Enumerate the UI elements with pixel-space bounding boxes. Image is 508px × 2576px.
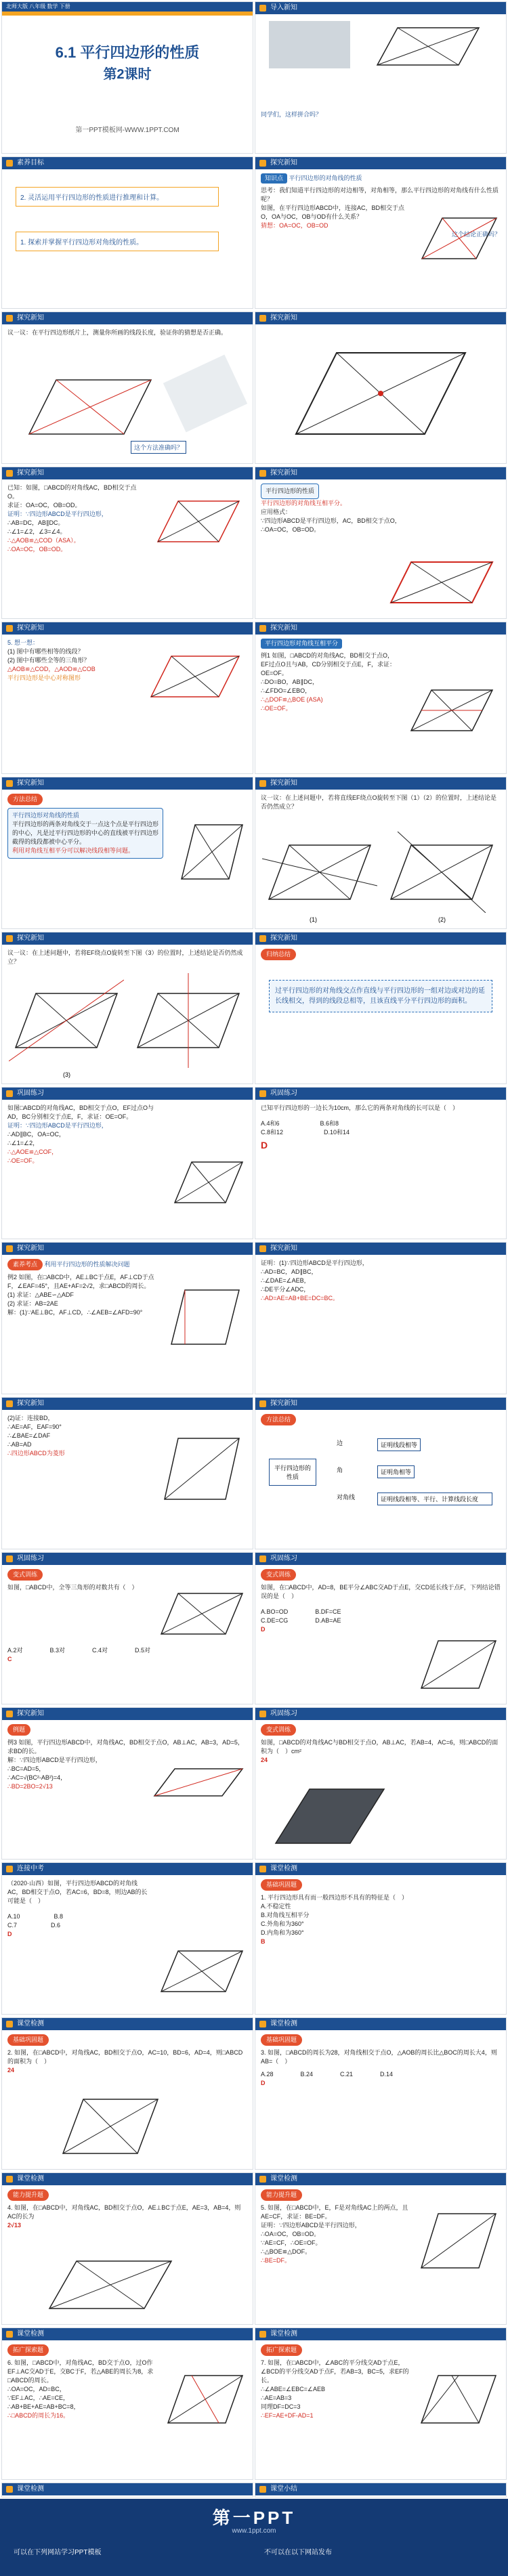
slide-variant-1: 巩固练习 变式训练 如图，□ABCD中，全等三角形的对数共有（ ） A.2对 B.3对 C.4对 D.5对 C bbox=[1, 1552, 253, 1704]
variant-3-figure bbox=[269, 1782, 391, 1850]
property-figure bbox=[384, 555, 499, 609]
example-figure bbox=[404, 683, 499, 737]
photo-image bbox=[269, 21, 350, 68]
slide-header: 课堂检测 bbox=[255, 1863, 506, 1875]
slide-test-4: 课堂检测 能力提升题 4. 如图，在□ABCD中，对角线AC，BD相交于点O，AE⊥BC于点E，AE=3，AB=4，则AC的长为 2√13 bbox=[1, 2172, 253, 2325]
slide-explore-1: 探究新知 知识点 平行四边形的对角线的性质 思考：我们知道平行四边形的对边相等，对角相等，那么平行四边形的对角线有什么性质呢？ 如图，在平行四边形ABCD中，连接AC，BD相交于点O，OA与OC，OB与OD有什么关系？ 猜想：OA=OC，OB=OD 这个结论正确吗？ bbox=[255, 156, 507, 309]
slide-header: 课堂小结 bbox=[255, 2483, 506, 2495]
goal-2: 2. 灵活运用平行四边形的性质进行推理和计算。 bbox=[16, 187, 219, 207]
example-2-figure bbox=[165, 1276, 246, 1358]
slide-example-2-part2: 探究新知 (2)证：连接BD， ∴AE=AF，EAF=90° ∴∠BAE=∠DAF ∴AB=AD ∴四边形ABCD为菱形 bbox=[1, 1397, 253, 1549]
slide-method-summary: 探究新知 方法总结 平行四边形的性质 边 角 对角线 证明线段相等 证明角相等 证明线段相等、平行、计算线段长度 bbox=[255, 1397, 507, 1549]
slide-test-6: 课堂检测 拓广探索题 6. 如图，□ABCD中，对角线AC，BD交于点O，过O作EF⊥AC交AD于E，交BC于F，若△ABE的周长为8，求□ABCD的周长。 ∴OA=OC，AD=BC， ∵EF⊥AC，∴AE=CE， ∴AB+BE+AE=AB+BC=8， ∴□ABCD的周长为16。 bbox=[1, 2327, 253, 2480]
exam-figure bbox=[158, 1944, 246, 1998]
slide-header: 探究新知 bbox=[2, 1398, 253, 1410]
accent-stripe bbox=[2, 12, 253, 16]
slide-header: 探究新知 bbox=[2, 467, 253, 479]
brand-url[interactable]: www.1ppt.com bbox=[232, 2527, 276, 2535]
slide-header: 课堂检测 bbox=[2, 2328, 253, 2340]
slide-practice-1: 巩固练习 如图□ABCD的对角线AC，BD相交于点O，EF过点O与AD，BC分别相交于点E，F，求证：OE=OF。 证明：∵四边形ABCD是平行四边形， ∴AD∥BC，OA=OC， ∴∠1=∠2， ∴△AOE≌△COF， ∴OE=OF。 bbox=[1, 1087, 253, 1239]
example-3-figure bbox=[151, 1762, 246, 1803]
slide-header: 探究新知 bbox=[255, 622, 506, 635]
slide-header: 探究新知 bbox=[255, 777, 506, 790]
parallelogram-diagram bbox=[415, 211, 501, 265]
slide-header: 探究新知 bbox=[255, 467, 506, 479]
slide-discuss-2: 探究新知 议一议：在上述问题中，若将EF绕点O旋转至下图（3）的位置时，上述结论是否仍然成立？ (3) bbox=[1, 932, 253, 1084]
slide-header: 课堂检测 bbox=[2, 2018, 253, 2030]
footer-left-title: 可以在下列网站学习PPT模板 bbox=[14, 2549, 102, 2556]
slide-header: 巩固练习 bbox=[255, 1088, 506, 1100]
discuss-figure-1 bbox=[262, 832, 377, 913]
variant-2-figure bbox=[418, 1634, 499, 1695]
answer: 24 bbox=[261, 1757, 268, 1763]
slide-header: 导入新知 bbox=[255, 2, 506, 14]
test-4-figure bbox=[43, 2254, 178, 2315]
lesson-subtitle: 第2课时 bbox=[103, 67, 152, 82]
slide-think: 探究新知 5. 想一想： (1) 图中有哪些相等的线段？ (2) 图中有哪些全等的三角形？ △AOB≌△COD，△AOD≌△COB 平行四边形是中心对称图形 bbox=[1, 622, 253, 774]
slide-example-2-proof: 探究新知 证明：(1)∵四边形ABCD是平行四边形， ∴AD=BC，AD∥BC， ∴∠DAE=∠AEB， ∴DE平分∠ADC， ∴AD=AE=AB+BE=DC=BC。 bbox=[255, 1242, 507, 1394]
answer: 2√13 bbox=[7, 2222, 21, 2229]
answer: D bbox=[261, 1626, 266, 1633]
slide-header: 课堂检测 bbox=[255, 2018, 506, 2030]
slide-test-5: 课堂检测 能力提升题 5. 如图，在□ABCD中，E，F是对角线AC上的两点，且AE=CF，求证：BE=DF。 证明：∵四边形ABCD是平行四边形， ∴OA=OC，OB=OD。 ∵AE=CF，∴OE=OF。 ∴△BOE≌△DOF。 ∴BE=DF。 bbox=[255, 2172, 507, 2325]
slide-discuss-1: 探究新知 议一议：在上述问题中，若将直线EF绕点O旋转至下图（1）（2）的位置时，上述结论是否仍然成立？ (1) (2) bbox=[255, 777, 507, 929]
goal-1: 1. 探索并掌握平行四边形对角线的性质。 bbox=[16, 232, 219, 251]
answer: D bbox=[7, 1931, 12, 1937]
slide-header: 巩固练习 bbox=[2, 1553, 253, 1565]
slide-title bbox=[1, 1, 253, 154]
slide-intro bbox=[255, 1, 507, 154]
variant-1-figure bbox=[158, 1587, 246, 1641]
footer-right-title: 不可以在以下网站发布 bbox=[264, 2549, 332, 2556]
slide-test-8 bbox=[1, 2483, 253, 2497]
parallelogram-figure bbox=[357, 21, 492, 75]
slide-conclusion: 探究新知 归纳总结 过平行四边形的对角线交点作直线与平行四边形的一组对边或对边的延长线相交，得到的线段总相等，且该直线平分平行四边形的面积。 bbox=[255, 932, 507, 1084]
parallelogram-measure-figure bbox=[22, 366, 158, 441]
slide-test-3: 课堂检测 基础巩固题 3. 如图，□ABCD的周长为28，对角线相交于点O，△AOB的周长比△BOC的周长大4，则AB=（ ） A.28 B.24 C.21 D.14 D bbox=[255, 2017, 507, 2170]
slide-example-2: 探究新知 素养考点 利用平行四边形的性质解决问题 例2 如图，在□ABCD中，AE⊥BC于点E，AF⊥CD于点F，∠EAF=45°，且AE+AF=2√2，求□ABCD的周长。 (1) 求证：△ABE∽△ADF (2) 求证：AB=2AE 解：(1)∵AE⊥BC，AF⊥CD，∴∠AEB=∠AFD=90° bbox=[1, 1242, 253, 1394]
slide-header: 探究新知 bbox=[2, 1708, 253, 1720]
knowledge-tag: 知识点 bbox=[261, 173, 287, 184]
slide-proof: 探究新知 已知：如图，□ABCD的对角线AC，BD相交于点O。 求证：OA=OC，OB=OD。 证明：∵四边形ABCD是平行四边形， ∴AB=DC，AB∥DC。 ∴∠1=∠2，∠3=∠4。 ∴△AOB≌△COD（ASA）。 ∴OA=OC，OB=OD。 bbox=[1, 467, 253, 619]
test-2-figure bbox=[56, 2092, 165, 2160]
intro-question: 同学们，这样拼合吗？ bbox=[261, 111, 322, 118]
speech-bubble: 这个方法准确吗？ bbox=[131, 441, 186, 454]
slide-header: 巩固练习 bbox=[255, 1708, 506, 1720]
slide-header: 探究新知 bbox=[255, 1398, 506, 1410]
slide-header: 连接中考 bbox=[2, 1863, 253, 1875]
brand-logo: 第一PPT bbox=[212, 2508, 296, 2528]
discuss-figure-2 bbox=[384, 832, 499, 913]
answer: C bbox=[7, 1656, 12, 1662]
conclusion-box: 过平行四边形的对角线交点作直线与平行四边形的一组对边或对边的延长线相交，得到的线段总相等，且该直线平分平行四边形的面积。 bbox=[269, 980, 492, 1012]
slide-header: 探究新知 bbox=[255, 312, 506, 324]
slide-summary-1: 探究新知 方法总结 平行四边形对角线的性质 平行四边形的两条对角线交于一点这个点是平行四边形的中心，凡是过平行四边形的中心的直线被平行四边形截得的线段都被中心平分。 利用对角线互相平分可以解决线段相等问题。 bbox=[1, 777, 253, 929]
slide-variant-3: 巩固练习 变式训练 如图，□ABCD的对角线AC与BD相交于点O，AB⊥AC，若AB=4，AC=6，则□ABCD的面积为（ ）cm² 24 bbox=[255, 1707, 507, 1860]
slide-exam: 连接中考 （2020·山西）如图，平行四边形ABCD的对角线AC，BD相交于点O，若AC=6，BD=8，则边AB的长可能是（ ） A.10 B.8 C.7 D.6 D bbox=[1, 1862, 253, 2015]
test-5-figure bbox=[418, 2207, 499, 2275]
slide-header: 课堂检测 bbox=[255, 2328, 506, 2340]
slide-summary bbox=[255, 2483, 507, 2497]
slide-header: 巩固练习 bbox=[255, 1553, 506, 1565]
answer: 24 bbox=[7, 2067, 15, 2074]
slide-header: 探究新知 bbox=[2, 777, 253, 790]
slide-header: 素养目标 bbox=[2, 157, 253, 169]
footer-banner bbox=[0, 2499, 508, 2576]
summary-figure bbox=[178, 818, 246, 886]
think-figure bbox=[144, 649, 246, 704]
test-6-figure bbox=[165, 2369, 246, 2430]
slide-header: 探究新知 bbox=[255, 157, 506, 169]
slide-header: 探究新知 bbox=[2, 622, 253, 635]
answer: B bbox=[261, 1938, 266, 1945]
slide-variant-2: 巩固练习 变式训练 如图，在□ABCD中，AD=8，BE平分∠ABC交AD于点E，交CD延长线于点F，下列结论错误的是（ ） A.BO=OD B.DF=CE C.DE=CG D.AB=AE D bbox=[255, 1552, 507, 1704]
top-bar: 北师大版 八年级 数学 下册 bbox=[2, 2, 253, 12]
discuss-figure-3b bbox=[131, 973, 246, 1068]
discuss-figure-3a bbox=[9, 973, 124, 1068]
slide-header: 探究新知 bbox=[255, 932, 506, 945]
slide-header: 课堂检测 bbox=[2, 2173, 253, 2185]
answer: D bbox=[261, 2080, 266, 2086]
slide-header: 课堂检测 bbox=[255, 2173, 506, 2185]
rhombus-figure bbox=[158, 1425, 246, 1513]
slide-explore-2: 探究新知 议一议：在平行四边形纸片上，测量你所画的线段长度，验证你的猜想是否正确。 这个方法准确吗？ bbox=[1, 312, 253, 464]
slide-property: 探究新知 平行四边形的性质 平行四边形的对角线互相平分。 应用格式： ∵四边形ABCD是平行四边形，AC，BD相交于点O， ∴OA=OC，OB=OD。 bbox=[255, 467, 507, 619]
answer: D bbox=[261, 1140, 268, 1151]
slide-example-1: 探究新知 平行四边形对角线互相平分 例1 如图，□ABCD的对角线AC，BD相交于点O，EF过点O且与AB，CD分别相交于点E，F，求证：OE=OF。 ∴DO=BO，AB∥DC， ∴∠FDO=∠EBO， ∴△DOF≌△BOE (ASA) ∴OE=OF。 bbox=[255, 622, 507, 774]
summary-root: 平行四边形的性质 bbox=[269, 1459, 316, 1486]
slide-test-2: 课堂检测 基础巩固题 2. 如图，在□ABCD中，对角线AC，BD相交于点O，AC=10，BD=6，AD=4，则□ABCD的面积为（ ） 24 bbox=[1, 2017, 253, 2170]
test-7-figure bbox=[418, 2369, 499, 2430]
main-title: 6.1 平行四边形的性质 bbox=[55, 44, 200, 61]
slide-header: 探究新知 bbox=[2, 932, 253, 945]
proof-figure bbox=[151, 494, 246, 549]
slide-test-7: 课堂检测 拓广探索题 7. 如图，在□ABCD中，∠ABC的平分线交AD于点E，∠BCD的平分线交AD于点F，若AB=3，BC=5，求EF的长。 ∴∠ABE=∠EBC=∠AEB ∴AE=AB=3 同理DF=DC=3 ∴EF=AE+DF-AD=1 bbox=[255, 2327, 507, 2480]
slide-example-3: 探究新知 例题 例3 如图，平行四边形ABCD中，对角线AC，BD相交于点O，AB⊥AC，AB=3，AD=5，求BD的长。 解：∵四边形ABCD是平行四边形， ∴BC=AD=5， ∴AC=√(BC²-AB²)=4， ∴BD=2BO=2√13 bbox=[1, 1707, 253, 1860]
template-credit: 第一PPT模板网-WWW.1PPT.COM bbox=[75, 127, 179, 134]
slide-header: 课堂检测 bbox=[2, 2483, 253, 2495]
slide-goals bbox=[1, 156, 253, 309]
large-parallelogram bbox=[282, 339, 479, 448]
slide-explore-3 bbox=[255, 312, 507, 464]
slide-practice-2: 巩固练习 已知平行四边形的一边长为10cm，那么它的两条对角线的长可以是（ ） A.4和6 B.6和8 C.8和12 D.10和14 D bbox=[255, 1087, 507, 1239]
slide-header: 探究新知 bbox=[255, 1243, 506, 1255]
slide-header: 探究新知 bbox=[2, 1243, 253, 1255]
slide-test-1: 课堂检测 基础巩固题 1. 平行四边形具有而一般四边形不具有的特征是（ ） A.不稳定性 B.对角线互相平分 C.外角和为360° D.内角和为360° B bbox=[255, 1862, 507, 2015]
slide-header: 巩固练习 bbox=[2, 1088, 253, 1100]
practice-figure-1 bbox=[171, 1155, 246, 1209]
slide-header: 探究新知 bbox=[2, 312, 253, 324]
